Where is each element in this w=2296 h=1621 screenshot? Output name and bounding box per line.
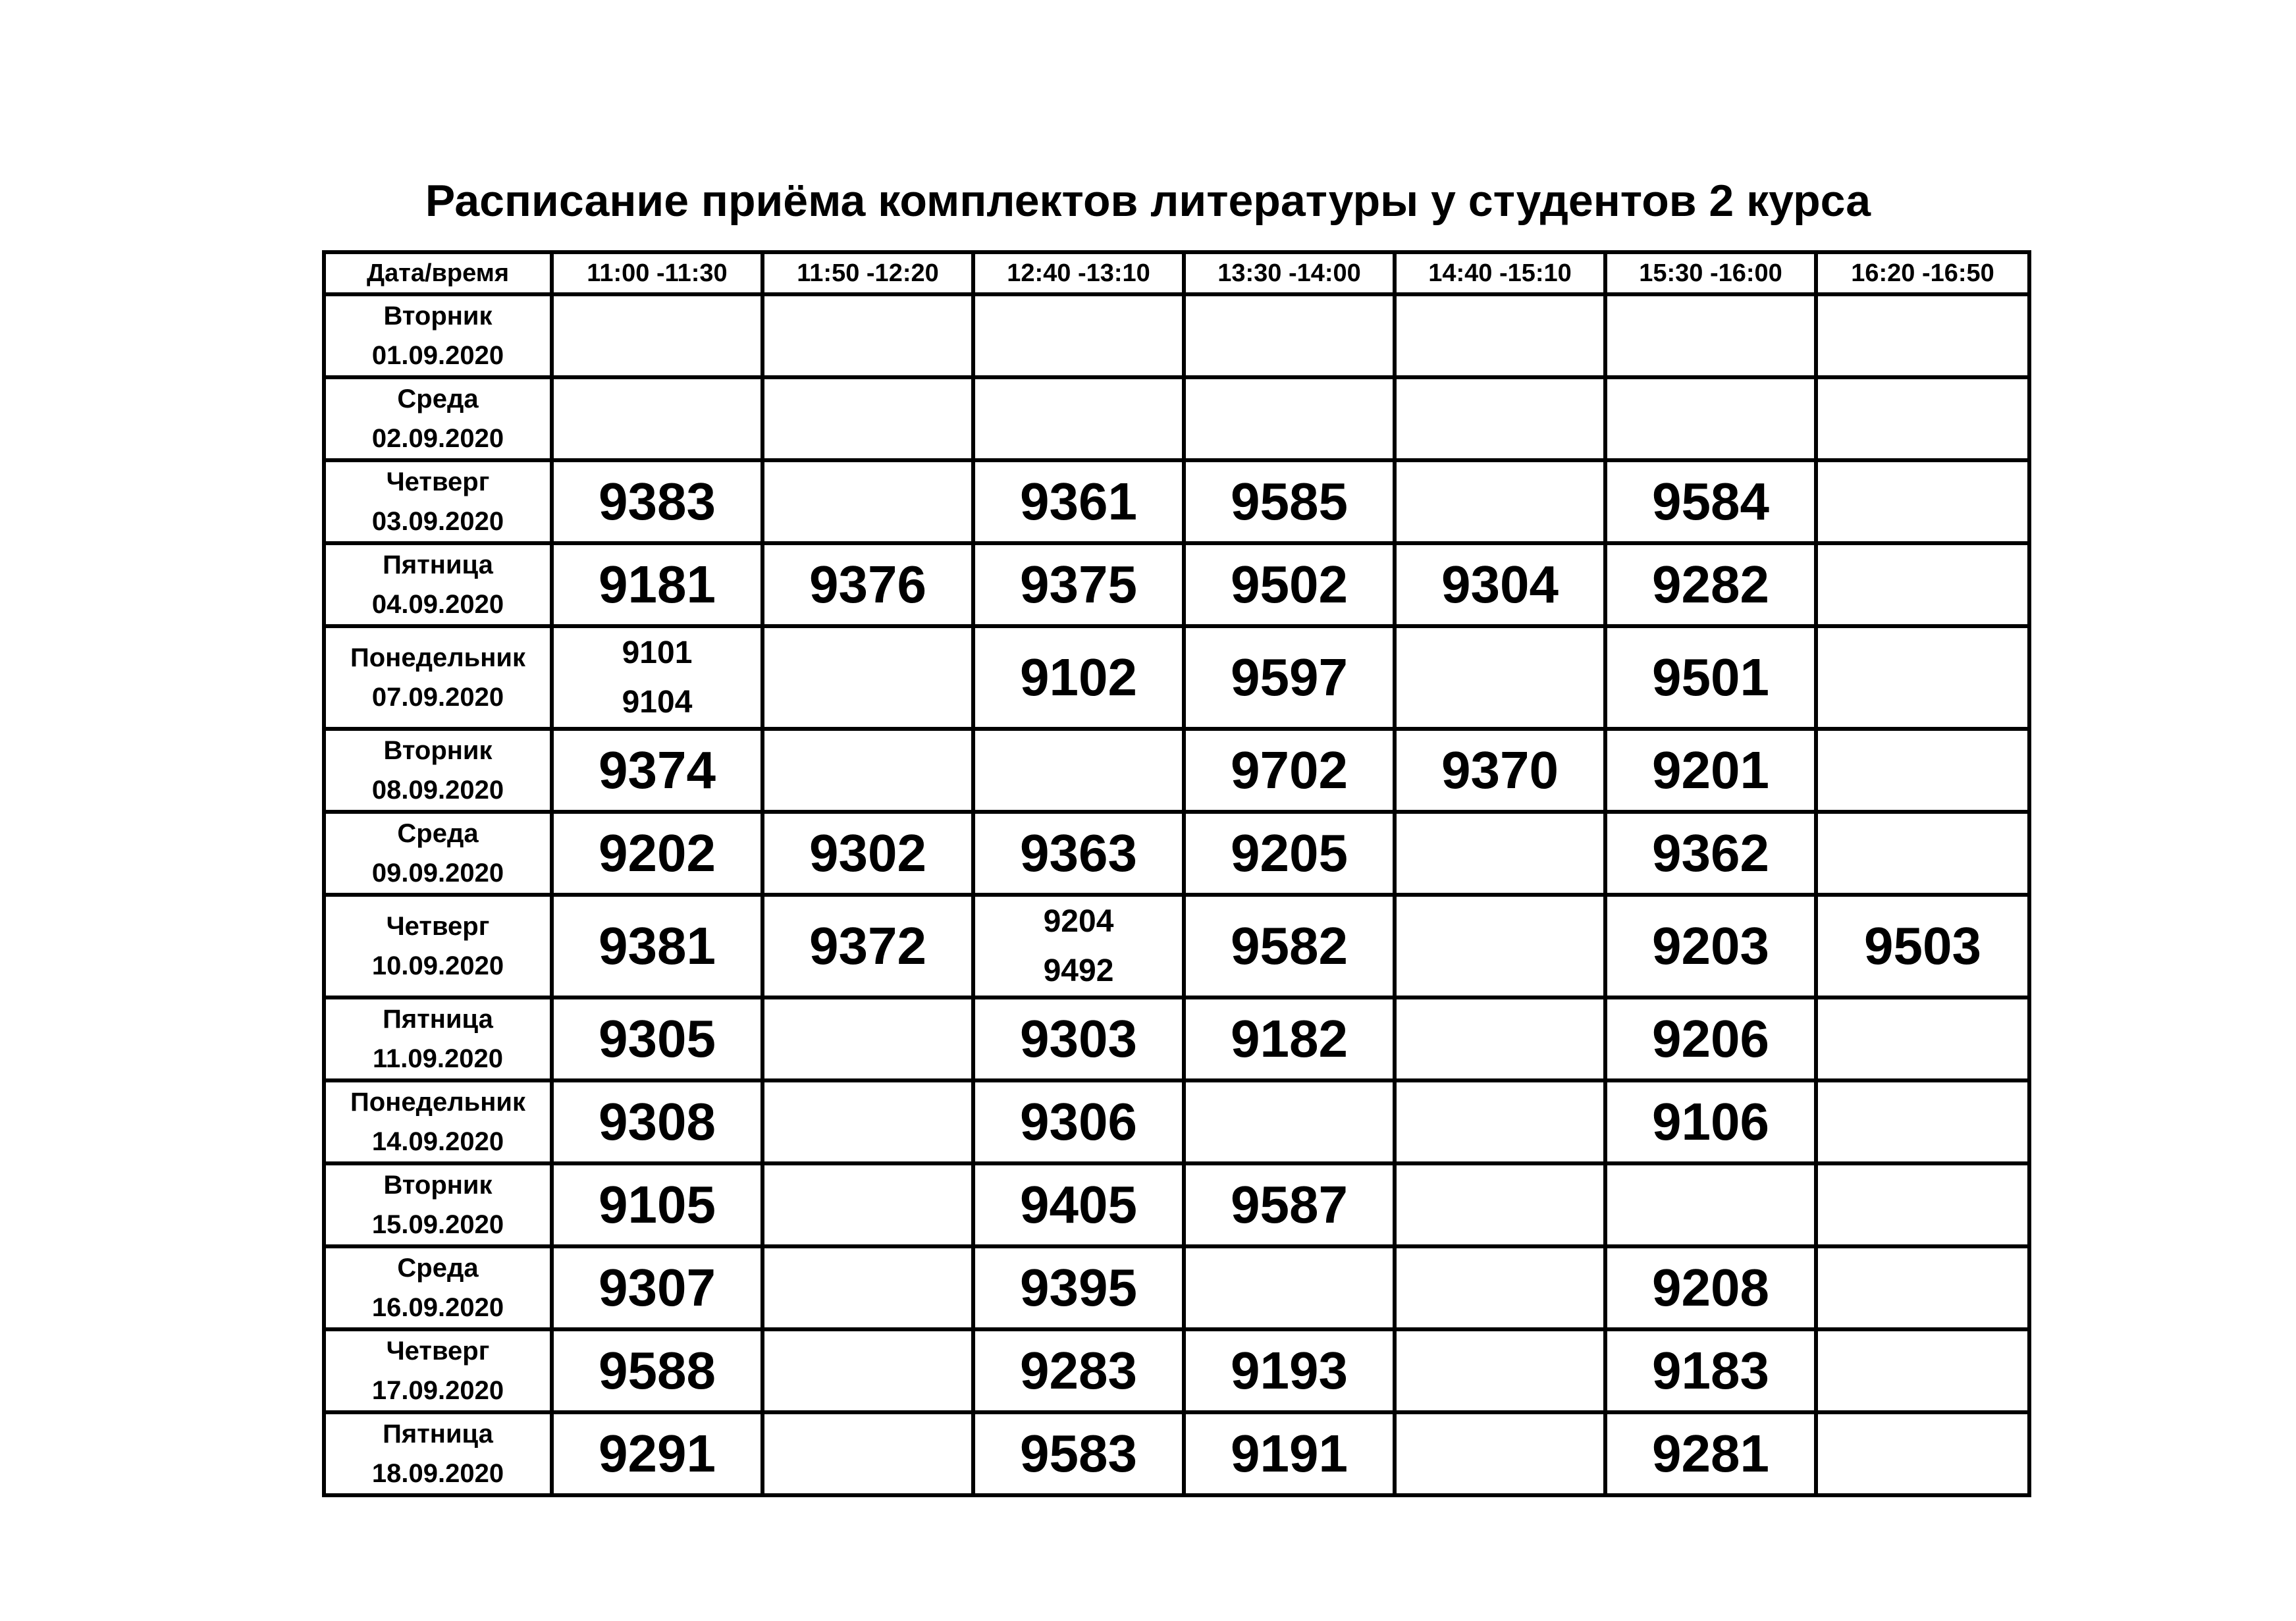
group-code: 9181 [599, 555, 716, 614]
date-cell [324, 812, 552, 895]
slot-cell [762, 1246, 973, 1329]
slot-cell [1184, 1163, 1395, 1246]
slot-cell [1816, 997, 2029, 1080]
header-slot-3: 12:40 -13:10 [973, 252, 1184, 294]
group-code: 9582 [1231, 917, 1348, 975]
slot-cell [1816, 1163, 2029, 1246]
slot-cell [1605, 729, 1816, 812]
group-code: 9702 [1231, 741, 1348, 799]
header-slot-1: 11:00 -11:30 [552, 252, 762, 294]
weekday-label: Понедельник [350, 643, 525, 672]
header-row [324, 252, 2029, 294]
group-code: 9492 [1043, 953, 1114, 988]
slot-cell [973, 1412, 1184, 1495]
slot-cell [762, 1163, 973, 1246]
date-label: 09.09.2020 [371, 859, 504, 888]
group-code: 9588 [599, 1341, 716, 1400]
group-code: 9193 [1231, 1341, 1348, 1400]
slot-cell [1605, 1246, 1816, 1329]
slot-cell [1184, 812, 1395, 895]
header-slot-6: 15:30 -16:00 [1605, 252, 1816, 294]
slot-cell [1605, 377, 1816, 460]
slot-cell [552, 460, 762, 543]
slot-cell [1605, 812, 1816, 895]
slot-cell [552, 1412, 762, 1495]
slot-cell [1184, 729, 1395, 812]
group-code: 9307 [599, 1258, 716, 1317]
slot-cell [1816, 1329, 2029, 1412]
slot-cell [973, 812, 1184, 895]
slot-cell [1184, 1080, 1395, 1163]
date-cell [324, 1163, 552, 1246]
table-row [324, 1163, 2029, 1246]
slot-cell [1184, 294, 1395, 377]
slot-cell [1395, 1329, 1605, 1412]
slot-cell [1816, 626, 2029, 729]
page-title: Расписание приёма комплектов литературы у студентов 2 курса [425, 176, 1871, 226]
slot-cell [1395, 895, 1605, 997]
slot-cell [1395, 1412, 1605, 1495]
slot-cell [762, 812, 973, 895]
slot-cell [1395, 812, 1605, 895]
slot-cell [762, 460, 973, 543]
date-cell [324, 1329, 552, 1412]
date-label: 15.09.2020 [371, 1210, 504, 1239]
group-code: 9363 [1020, 824, 1137, 882]
group-code: 9201 [1652, 741, 1769, 799]
header-slot-7: 16:20 -16:50 [1816, 252, 2029, 294]
slot-cell [973, 294, 1184, 377]
group-code: 9375 [1020, 555, 1137, 614]
table-row [324, 729, 2029, 812]
table-row [324, 543, 2029, 626]
date-cell [324, 543, 552, 626]
slot-cell [762, 294, 973, 377]
slot-cell [1395, 1246, 1605, 1329]
group-code: 9395 [1020, 1258, 1137, 1317]
slot-cell [1605, 1329, 1816, 1412]
slot-cell [973, 997, 1184, 1080]
group-code: 9302 [809, 824, 926, 882]
date-label: 04.09.2020 [371, 590, 504, 619]
group-code: 9304 [1441, 555, 1559, 614]
group-code: 9205 [1231, 824, 1348, 882]
date-cell [324, 1246, 552, 1329]
slot-cell [973, 626, 1184, 729]
group-code: 9202 [599, 824, 716, 882]
date-label: 11.09.2020 [373, 1044, 503, 1073]
slot-cell [1816, 294, 2029, 377]
slot-cell [1816, 1080, 2029, 1163]
slot-cell [552, 1080, 762, 1163]
slot-cell [1816, 1246, 2029, 1329]
group-code: 9283 [1020, 1341, 1137, 1400]
slot-cell [1184, 377, 1395, 460]
slot-cell [552, 1329, 762, 1412]
slot-cell [762, 543, 973, 626]
slot-cell [1605, 997, 1816, 1080]
slot-cell [552, 895, 762, 997]
group-code: 9101 [622, 635, 693, 670]
date-cell [324, 997, 552, 1080]
slot-cell [973, 1163, 1184, 1246]
weekday-label: Пятница [383, 1005, 493, 1034]
slot-cell [1816, 1412, 2029, 1495]
group-code: 9374 [599, 741, 716, 799]
group-code: 9281 [1652, 1424, 1769, 1483]
group-code: 9104 [622, 685, 693, 720]
table-row [324, 1246, 2029, 1329]
table-row [324, 377, 2029, 460]
slot-cell [1816, 460, 2029, 543]
slot-cell [762, 1080, 973, 1163]
weekday-label: Вторник [383, 1171, 493, 1200]
weekday-label: Четверг [386, 467, 490, 496]
date-label: 07.09.2020 [371, 683, 504, 712]
weekday-label: Среда [397, 819, 479, 848]
weekday-label: Пятница [383, 1420, 493, 1448]
date-label: 10.09.2020 [371, 951, 504, 980]
slot-cell [973, 729, 1184, 812]
group-code: 9106 [1652, 1092, 1769, 1151]
group-code: 9282 [1652, 555, 1769, 614]
slot-cell [762, 626, 973, 729]
group-code: 9372 [809, 917, 926, 975]
date-cell [324, 895, 552, 997]
table-row [324, 626, 2029, 729]
slot-cell [552, 377, 762, 460]
group-code: 9183 [1652, 1341, 1769, 1400]
table-row [324, 812, 2029, 895]
group-code: 9362 [1652, 824, 1769, 882]
slot-cell [1395, 543, 1605, 626]
slot-cell [552, 997, 762, 1080]
group-code: 9182 [1231, 1009, 1348, 1068]
slot-cell [762, 1329, 973, 1412]
group-code: 9204 [1043, 904, 1114, 939]
slot-cell [1395, 1080, 1605, 1163]
date-label: 17.09.2020 [371, 1376, 504, 1405]
slot-cell [552, 1163, 762, 1246]
slot-cell [1605, 1163, 1816, 1246]
slot-cell [973, 1080, 1184, 1163]
group-code: 9502 [1231, 555, 1348, 614]
slot-cell [1395, 377, 1605, 460]
group-code: 9501 [1652, 648, 1769, 706]
slot-cell [1605, 1080, 1816, 1163]
slot-cell [552, 729, 762, 812]
header-slot-2: 11:50 -12:20 [762, 252, 973, 294]
weekday-label: Среда [397, 1254, 479, 1283]
date-label: 16.09.2020 [371, 1293, 504, 1322]
date-cell [324, 729, 552, 812]
slot-cell [1605, 294, 1816, 377]
group-code: 9584 [1652, 472, 1769, 531]
slot-cell [1605, 460, 1816, 543]
group-code: 9381 [599, 917, 716, 975]
group-code: 9203 [1652, 917, 1769, 975]
schedule-table [322, 250, 2031, 1497]
slot-cell [1184, 997, 1395, 1080]
schedule-body [324, 294, 2029, 1495]
group-code: 9361 [1020, 472, 1137, 531]
table-row [324, 1080, 2029, 1163]
weekday-label: Вторник [383, 302, 493, 331]
date-label: 14.09.2020 [371, 1127, 504, 1156]
slot-cell [1816, 895, 2029, 997]
slot-cell [762, 729, 973, 812]
group-code: 9303 [1020, 1009, 1137, 1068]
slot-cell [973, 377, 1184, 460]
slot-cell [1395, 1163, 1605, 1246]
slot-cell [1184, 460, 1395, 543]
group-code: 9306 [1020, 1092, 1137, 1151]
weekday-label: Вторник [383, 736, 493, 765]
weekday-label: Понедельник [350, 1088, 525, 1117]
group-code: 9503 [1864, 917, 1981, 975]
slot-cell [1184, 1412, 1395, 1495]
slot-cell [1605, 1412, 1816, 1495]
slot-cell [1184, 1329, 1395, 1412]
date-label: 02.09.2020 [371, 424, 504, 453]
slot-cell [973, 895, 1184, 997]
group-code: 9102 [1020, 648, 1137, 706]
slot-cell [1395, 729, 1605, 812]
group-code: 9383 [599, 472, 716, 531]
group-code: 9208 [1652, 1258, 1769, 1317]
group-code: 9206 [1652, 1009, 1769, 1068]
slot-cell [1816, 377, 2029, 460]
slot-cell [1605, 895, 1816, 997]
table-row [324, 460, 2029, 543]
date-cell [324, 1080, 552, 1163]
slot-cell [1816, 812, 2029, 895]
group-code: 9587 [1231, 1175, 1348, 1234]
slot-cell [1395, 294, 1605, 377]
date-label: 08.09.2020 [371, 776, 504, 805]
date-cell [324, 294, 552, 377]
table-row [324, 1329, 2029, 1412]
group-code: 9585 [1231, 472, 1348, 531]
slot-cell [973, 1246, 1184, 1329]
slot-cell [973, 543, 1184, 626]
header-date-time: Дата/время [324, 252, 552, 294]
group-code: 9291 [599, 1424, 716, 1483]
date-cell [324, 460, 552, 543]
date-label: 03.09.2020 [371, 507, 504, 536]
date-cell [324, 626, 552, 729]
slot-cell [762, 997, 973, 1080]
weekday-label: Четверг [386, 912, 490, 941]
slot-cell [973, 460, 1184, 543]
slot-cell [552, 1246, 762, 1329]
slot-cell [762, 895, 973, 997]
table-row [324, 997, 2029, 1080]
slot-cell [1184, 626, 1395, 729]
date-cell [324, 1412, 552, 1495]
slot-cell [552, 626, 762, 729]
group-code: 9105 [599, 1175, 716, 1234]
slot-cell [552, 294, 762, 377]
slot-cell [1605, 543, 1816, 626]
group-code: 9191 [1231, 1424, 1348, 1483]
group-code: 9308 [599, 1092, 716, 1151]
group-code: 9597 [1231, 648, 1348, 706]
slot-cell [1816, 729, 2029, 812]
date-cell [324, 377, 552, 460]
table-row [324, 895, 2029, 997]
slot-cell [1395, 460, 1605, 543]
group-code: 9305 [599, 1009, 716, 1068]
slot-cell [1395, 626, 1605, 729]
weekday-label: Четверг [386, 1337, 490, 1366]
weekday-label: Пятница [383, 550, 493, 579]
date-label: 01.09.2020 [371, 341, 504, 370]
slot-cell [552, 812, 762, 895]
group-code: 9583 [1020, 1424, 1137, 1483]
date-label: 18.09.2020 [371, 1459, 504, 1488]
slot-cell [1184, 895, 1395, 997]
group-code: 9376 [809, 555, 926, 614]
slot-cell [1605, 626, 1816, 729]
slot-cell [762, 377, 973, 460]
slot-cell [552, 543, 762, 626]
group-code: 9370 [1441, 741, 1559, 799]
table-row [324, 1412, 2029, 1495]
slot-cell [762, 1412, 973, 1495]
group-code: 9405 [1020, 1175, 1137, 1234]
weekday-label: Среда [397, 385, 479, 413]
slot-cell [1184, 543, 1395, 626]
header-slot-5: 14:40 -15:10 [1395, 252, 1605, 294]
header-slot-4: 13:30 -14:00 [1184, 252, 1395, 294]
table-row [324, 294, 2029, 377]
slot-cell [973, 1329, 1184, 1412]
slot-cell [1395, 997, 1605, 1080]
slot-cell [1184, 1246, 1395, 1329]
slot-cell [1816, 543, 2029, 626]
